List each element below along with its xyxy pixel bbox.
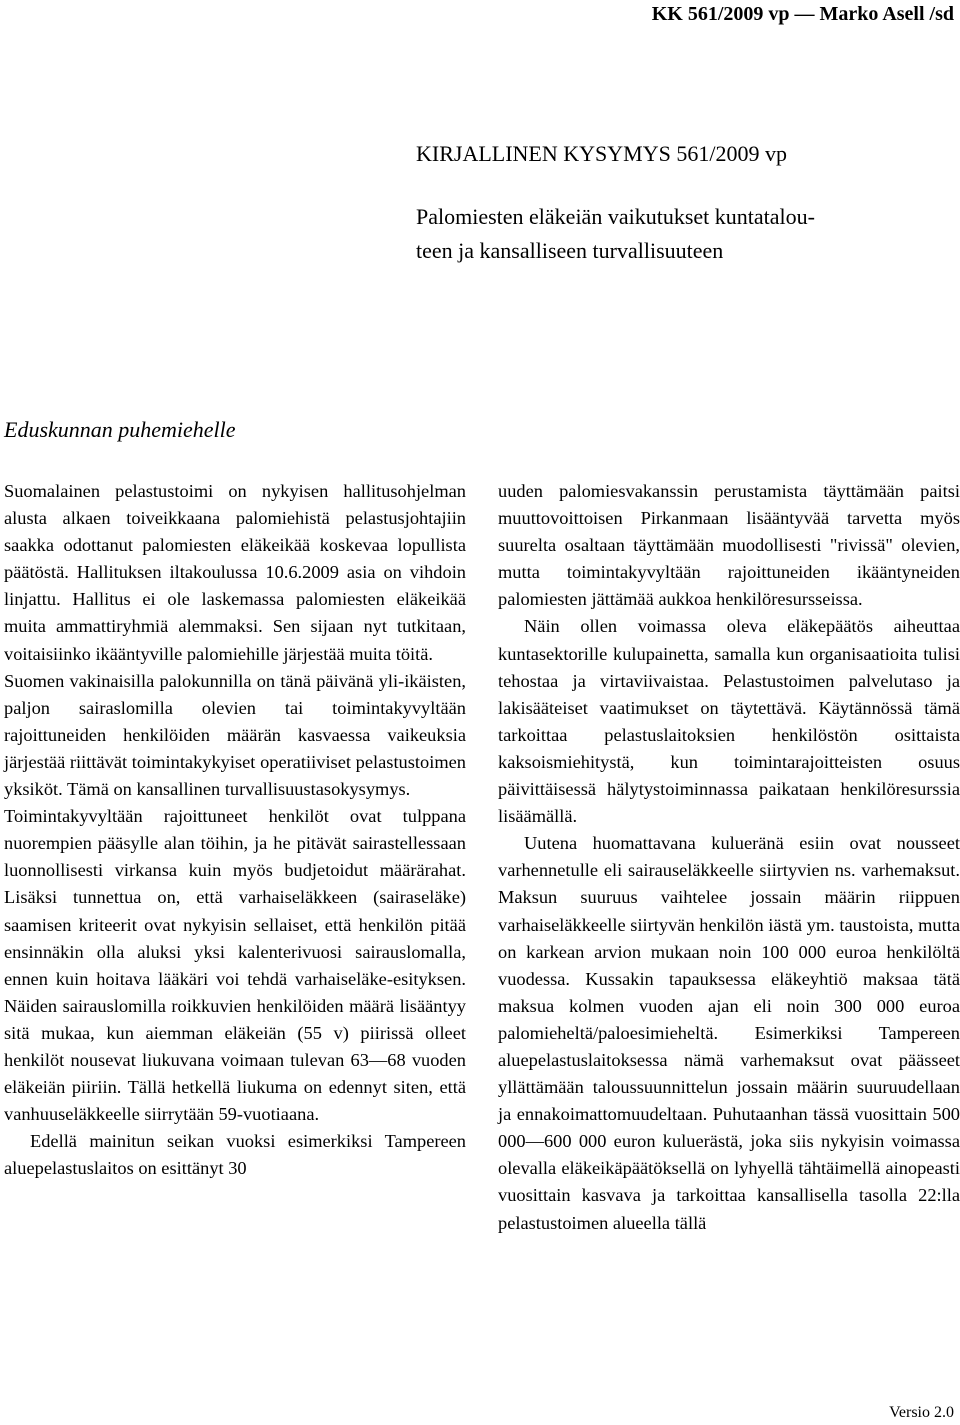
right-paragraph-1: uuden palomiesvakanssin perustamista täyttämään paitsi muuttovoittoisen Pirkanmaan lisääntyvää tarvetta myös suurelta osaltaan täyttämään muodollisesti "rivissä" olevien, mutta toimintakyvyltään rajoittuneiden ikääntyneiden palomiesten jättämää aukkoa henkilöresursseissa. xyxy=(498,481,960,610)
left-paragraph-1: Suomalainen pelastustoimi on nykyisen hallitusohjelman alusta alkaen toiveikkaana palomiehistä pelastusjohtajiin saakka odottanut palomiesten eläkeikää koskevaa lopullista päätöstä. Hallituksen iltakoulussa 10.6.2009 asia on vihdoin linjattu. Hallitus ei ole laskemassa palomiesten eläkeikää muita ammattiryhmiä alemmaksi. Sen sijaan nyt tutkitaan, voitaisiinko ikääntyville palomiehille järjestää muita töitä. xyxy=(4,481,466,664)
version-label: Versio 2.0 xyxy=(889,1404,954,1421)
subject-line-1: Palomiesten eläkeiän vaikutukset kuntatalou- xyxy=(416,204,815,229)
document-title: KIRJALLINEN KYSYMYS 561/2009 vp xyxy=(416,141,787,166)
right-text-column xyxy=(498,478,960,1237)
left-text-column xyxy=(4,478,466,1182)
left-paragraph-3: Toimintakyvyltään rajoittuneet henkilöt ovat tulppana nuorempien pääsylle alan töihin, ja he pitävät sairastellessaan luonnollisesti virkansa kuin myös budjetoidut määrärahat. Lisäksi tunnettua on, että varhaiseläkkeen (sairaseläke) saamisen kriteerit ovat nykyisin sellaiset, että henkilön pitää ensinnäkin olla aluksi yksi kalenterivuosi sairauslomalla, ennen kuin hoitava lääkäri voi tehdä varhaiseläke-esityksen. Näiden sairauslomilla roikkuvien henkilöiden määrä lisääntyy sitä mukaa, kun aiemman eläkeiän (55 v) piirissä olleet henkilöt nousevat liukuvana voimaan tulevan 63—68 vuoden eläkeiän piiriin. Tällä hetkellä liukuma on edennyt siten, että vanhuuseläkkeelle siirrytään 59-vuotiaana. xyxy=(4,806,466,1125)
left-paragraph-2: Suomen vakinaisilla palokunnilla on tänä päivänä yli-ikäisten, paljon sairaslomilla olevien tai toimintakyvyltään rajoittuneiden henkilöiden määrän kasvaessa vaikeuksia järjestää riittävät toimintakykyiset operatiiviset pelastustoimen yksiköt. Tämä on kansallinen turvallisuustasokysymys. xyxy=(4,670,466,800)
addressee-heading: Eduskunnan puhemiehelle xyxy=(4,417,236,442)
left-paragraph-4: Edellä mainitun seikan vuoksi esimerkiksi Tampereen aluepelastuslaitos on esittänyt 30 xyxy=(4,1131,466,1179)
subject-line-2: teen ja kansalliseen turvallisuuteen xyxy=(416,238,724,263)
document-subject xyxy=(416,200,858,268)
right-paragraph-2: Näin ollen voimassa oleva eläkepäätös aiheuttaa kuntasektorille kulupainetta, samalla kun organisaatioita tulisi tehostaa ja virtaviivaistaa. Pelastustoimen palvelutaso ja lakisääteiset vaatimukset on täytettävä. Käytännössä tämä tarkoittaa pelastuslaitoksien henkilöstön osittaista kaksoismiehitystä, kun toimintarajoitteisten osuus päivittäisessä hälytystoiminnassa paikataan henkilöresurssia lisäämällä. xyxy=(498,616,960,827)
right-paragraph-3: Uutena huomattavana kulueränä esiin ovat nousseet varhennetulle eli sairauseläkkeelle siirtyvien ns. varhemaksut. Maksun suuruus vaihtelee jossain määrin riippuen varhaiseläkkeelle siirtyvän henkilön iästä ym. taustoista, mutta on karkean arvion mukaan noin 100 000 euroa henkilöltä vuodessa. Kussakin tapauksessa eläkeyhtiö maksaa tätä maksua kolmen vuoden ajan eli noin 300 000 euroa palomieheltä/paloesimieheltä. Esimerkiksi Tampereen aluepelastuslaitoksessa nämä varhemaksut ovat päässeet yllättämään taloussuunnittelun jossain määrin suuruudellaan ja ennakoimattomuudeltaan. Puhutaanhan tässä vuosittain 500 000—600 000 euron kuluerästä, joka siis nykyisin voimassa olevalla eläkeikäpäätöksellä on lyhyellä tähtäimellä ainopeasti vuosittain kasvava ja tarkoittaa kansallisella tasolla 22:lla pelastustoimen alueella tällä xyxy=(498,833,960,1233)
document-reference-header: KK 561/2009 vp — Marko Asell /sd xyxy=(651,3,954,25)
